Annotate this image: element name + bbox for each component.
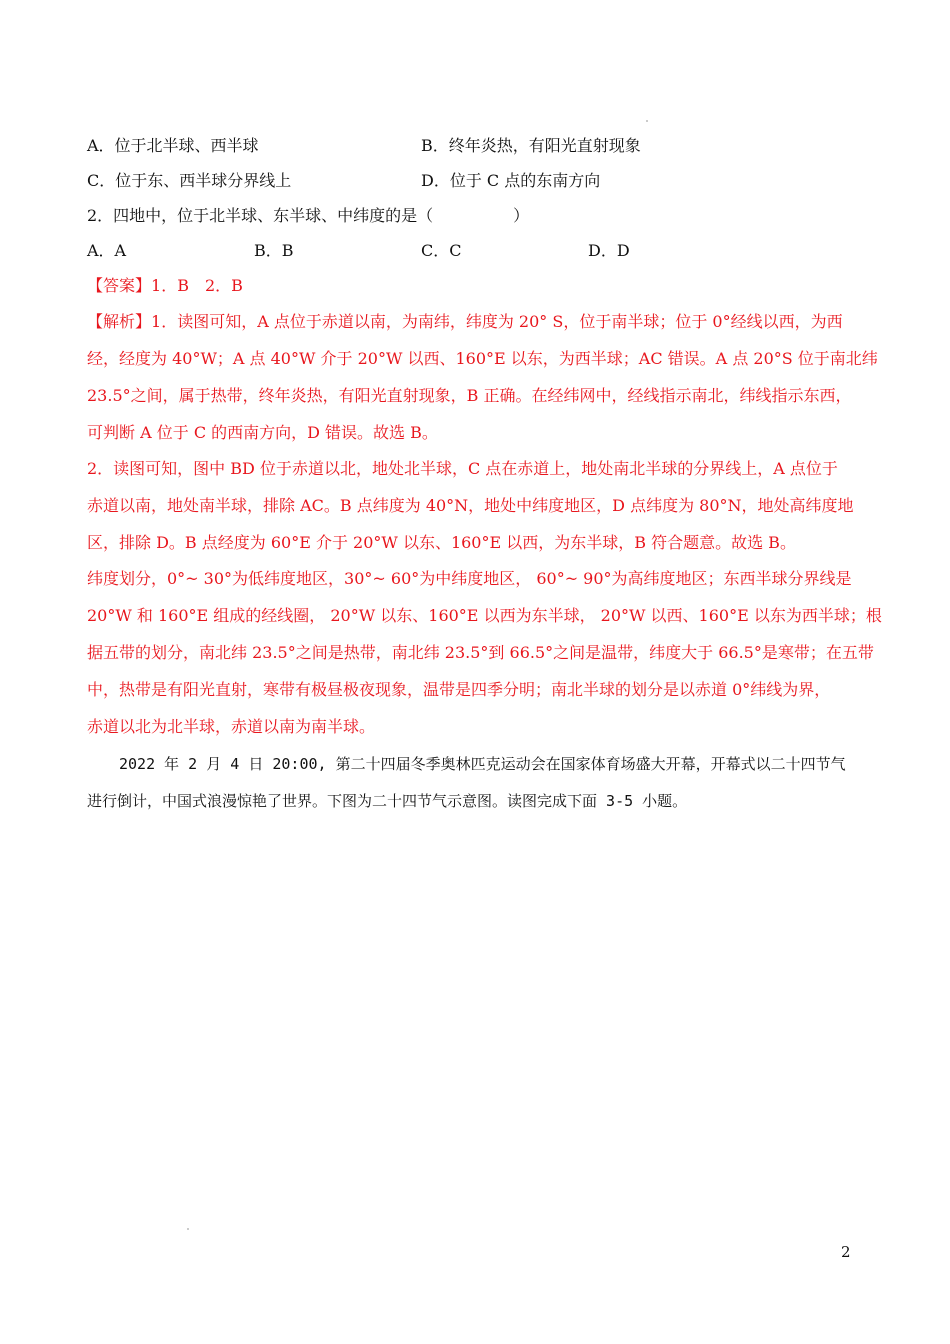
analysis-line-4: 可判断 A 位于 C 的西南方向，D 错误。故选 B。 [87,423,438,442]
analysis-label: 【解析】 [87,312,152,331]
passage-line-1: 2022 年 2 月 4 日 20:00, 第二十四届冬季奥林匹克运动会在国家体育场盛大开幕，开幕式以二十四节气 [119,755,846,773]
q2-option-b: B．B [254,241,294,260]
answer-text: 1．B 2．B [151,276,243,295]
analysis-line-6: 赤道以南，地处南半球，排除 AC。B 点纬度为 40°N，地处中纬度地区，D 点纬度为 80°N，地处高纬度地 [87,496,854,515]
q1-option-c: C．位于东、西半球分界线上 [87,171,292,190]
scan-dot [646,120,648,122]
q2-option-a: A．A [87,241,127,260]
answer-label: 【答案】 [87,276,152,295]
q1-option-a: A．位于北半球、西半球 [87,136,259,155]
analysis-line-3: 23.5°之间，属于热带，终年炎热，有阳光直射现象，B 正确。在经纬网中，经线指示南北，纬线指示东西， [87,386,852,405]
analysis-line-5: 2．读图可知，图中 BD 位于赤道以北，地处北半球，C 点在赤道上，地处南北半球的分界线上，A 点位于 [87,459,838,478]
analysis-line-12: 赤道以北为北半球，赤道以南为南半球。 [87,717,376,736]
analysis-line-7: 区，排除 D。B 点经度为 60°E 介于 20°W 以东、160°E 以西，为东半球，B 符合题意。故选 B。 [87,533,796,552]
q2-stem: 2．四地中，位于北半球、东半球、中纬度的是（ ） [87,206,530,225]
scan-dot [187,1228,189,1230]
analysis-text: 1．读图可知，A 点位于赤道以南，为南纬，纬度为 20° S，位于南半球；位于 0°经线以西，为西 [151,312,843,331]
analysis-line-9: 20°W 和 160°E 组成的经线圈， 20°W 以东、160°E 以西为东半球， 20°W 以西、160°E 以东为西半球；根 [87,606,882,625]
q1-option-b: B．终年炎热，有阳光直射现象 [421,136,641,155]
q1-option-d: D．位于 C 点的东南方向 [421,171,601,190]
answer-line [87,276,243,296]
q2-option-c: C．C [421,241,462,260]
page-number: 2 [841,1243,851,1261]
analysis-line-2: 经，经度为 40°W；A 点 40°W 介于 20°W 以西、160°E 以东，为西半球；AC 错误。A 点 20°S 位于南北纬 [87,349,878,368]
analysis-line-8: 纬度划分，0°~ 30°为低纬度地区，30°~ 60°为中纬度地区， 60°~ 90°为高纬度地区；东西半球分界线是 [87,569,852,588]
analysis-line-10: 据五带的划分，南北纬 23.5°之间是热带，南北纬 23.5°到 66.5°之间是温带，纬度大于 66.5°是寒带；在五带 [87,643,874,662]
passage-line-2: 进行倒计，中国式浪漫惊艳了世界。下图为二十四节气示意图。读图完成下面 3-5 小题。 [87,792,688,810]
q2-option-d: D．D [588,241,630,260]
analysis-line-1 [87,312,843,332]
analysis-line-11: 中，热带是有阳光直射，寒带有极昼极夜现象，温带是四季分明；南北半球的划分是以赤道 0°纬线为界， [87,680,831,699]
